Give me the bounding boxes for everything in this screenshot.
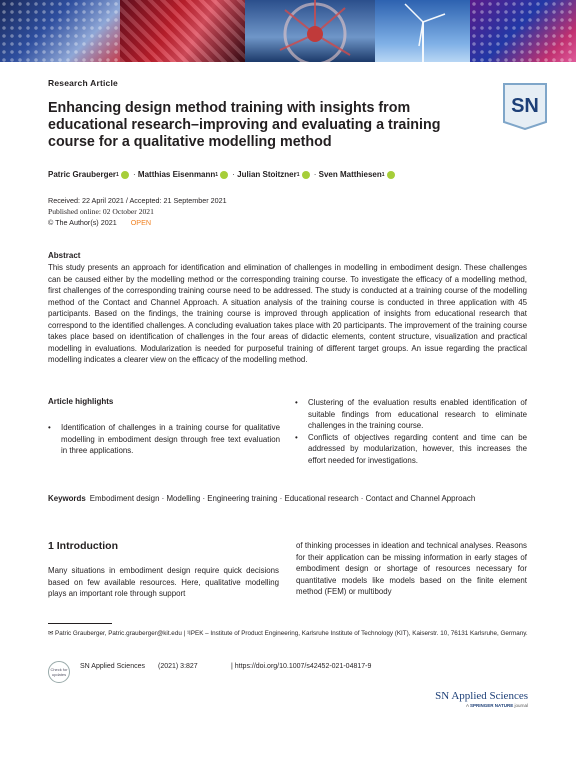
header-banner — [0, 0, 576, 62]
introduction-left-text: Many situations in embodiment design require quick decisions based on few available resources. Here, qualitative modelling plays an important role through support — [48, 566, 279, 599]
bullet-icon: • — [48, 423, 51, 432]
published-date: Published online: 02 October 2021 — [48, 207, 154, 216]
brand-sub-prefix: A — [466, 703, 469, 708]
received-accepted-date: Received: 22 April 2021 / Accepted: 21 September 2021 — [48, 196, 227, 205]
orcid-icon[interactable] — [121, 171, 129, 179]
author-separator: · — [130, 170, 138, 179]
check-for-updates-badge[interactable]: Check for updates — [48, 661, 70, 683]
author-name[interactable]: Patric Grauberger — [48, 170, 117, 179]
highlight-item — [48, 422, 280, 457]
author-affiliation: 1 — [116, 171, 119, 178]
author-name[interactable]: Sven Matthiesen — [318, 170, 382, 179]
banner-image-3 — [245, 0, 375, 62]
author-separator: · — [311, 170, 319, 179]
article-type: Research Article — [48, 78, 118, 88]
highlight-item — [295, 432, 527, 467]
keywords — [48, 493, 527, 505]
orcid-icon[interactable] — [387, 171, 395, 179]
banner-image-5 — [470, 0, 576, 62]
highlights-left-column — [48, 422, 280, 457]
copyright-text: © The Author(s) 2021 — [48, 218, 117, 227]
banner-image-2 — [120, 0, 245, 62]
sn-logo-icon — [502, 82, 548, 130]
orcid-icon[interactable] — [220, 171, 228, 179]
highlight-text: Identification of challenges in a training course for qualitative modelling in embodiment design through free text evaluation in three applications. — [61, 423, 280, 455]
journal-volume: (2021) 3:827 — [158, 663, 198, 670]
sn-logo-text: SN — [511, 95, 539, 117]
turbine-graphic — [245, 0, 375, 62]
bullet-icon: • — [295, 398, 298, 407]
footnote-divider — [48, 623, 112, 624]
abstract-heading: Abstract — [48, 251, 81, 260]
abstract-text: This study presents an approach for identification and elimination of challenges in modelling in embodiment design. These challenges can be caused either by the modelling method or the corresponding training course. To investigate the efficacy of a modelling method, first challenges of the corresponding training course need to be addressed. The study is conducted at a training course of the modelling method of the Contact and Channel Approach. A situation analysis of the training course is conducted in three application with 45 participants. Based on the findings, the training course is improved through application of insights from educational research that correspond to the identified challenges. A concluding evaluation takes place with 20 participants. The improvement of the training course takes place based on identification of challenges in the four areas of didactic elements, content structure, visualization and practical modelling in evaluations. Modularization is needed for purposeful training of different target groups. An issue regarding the practical modelling indicates a clearer view on the efficacy of the modelling method. — [48, 263, 527, 364]
author-name[interactable]: Matthias Eisenmann — [137, 170, 216, 179]
highlights-heading: Article highlights — [48, 397, 114, 406]
doi-link[interactable]: | https://doi.org/10.1007/s42452-021-04817-9 — [231, 663, 372, 670]
highlight-item — [295, 397, 527, 432]
author-affiliation: 1 — [381, 171, 385, 178]
brand-subtitle — [432, 703, 528, 708]
journal-citation-line — [80, 663, 371, 670]
brand-name: SN Applied Sciences — [435, 690, 528, 702]
banner-image-4 — [375, 0, 470, 62]
wind-turbine-icon — [375, 0, 470, 62]
author-name[interactable]: Julian Stoitzner — [237, 170, 297, 179]
keywords-label: Keywords — [48, 494, 86, 503]
publication-dates — [48, 195, 227, 228]
highlight-text: Clustering of the evaluation results enabled identification of suitable findings from educational research to eliminate challenges in the training course. — [308, 398, 527, 430]
author-affiliation: 1 — [296, 171, 300, 178]
footnote-affiliation: ✉ Patric Grauberger, Patric.grauberger@kit.edu | ¹IPEK – Institute of Product Engineering, Karlsruhe Institute of Technology (KIT), Kaiserstr. 10, 76131 Karlsruhe, Germany. — [48, 630, 528, 637]
journal-brand — [432, 690, 528, 708]
highlights-right-column — [295, 397, 527, 466]
author-affiliation: 1 — [215, 171, 219, 178]
section-heading-introduction: 1 Introduction — [48, 540, 118, 552]
orcid-icon[interactable] — [302, 171, 310, 179]
springer-nature-logo: SPRINGER NATURE — [470, 703, 514, 708]
open-access-badge[interactable]: OPEN — [130, 218, 152, 227]
highlight-text: Conflicts of objectives regarding content and time can be addressed by modularization, however, this increases the effort needed for investigations. — [308, 432, 527, 465]
author-list — [48, 170, 397, 179]
introduction-right-text: of thinking processes in ideation and technical analyses. Reasons for their application can be missing information in early stages of embodiment design or shortage of resources necessary for quantitative models like models based on the finite element method (FEM) or multibody — [296, 541, 527, 597]
copyright-line — [48, 217, 227, 228]
bullet-icon: • — [295, 432, 298, 442]
journal-name: SN Applied Sciences — [80, 663, 145, 670]
keywords-text: Embodiment design · Modelling · Engineering training · Educational research · Contact and Channel Approach — [89, 494, 476, 503]
author-separator: · — [230, 170, 238, 179]
article-title: Enhancing design method training with insights from educational research–improving and evaluating a training course for a qualitative modelling method — [48, 100, 441, 150]
banner-image-1 — [0, 0, 120, 62]
brand-sub-suffix: journal — [514, 703, 528, 708]
